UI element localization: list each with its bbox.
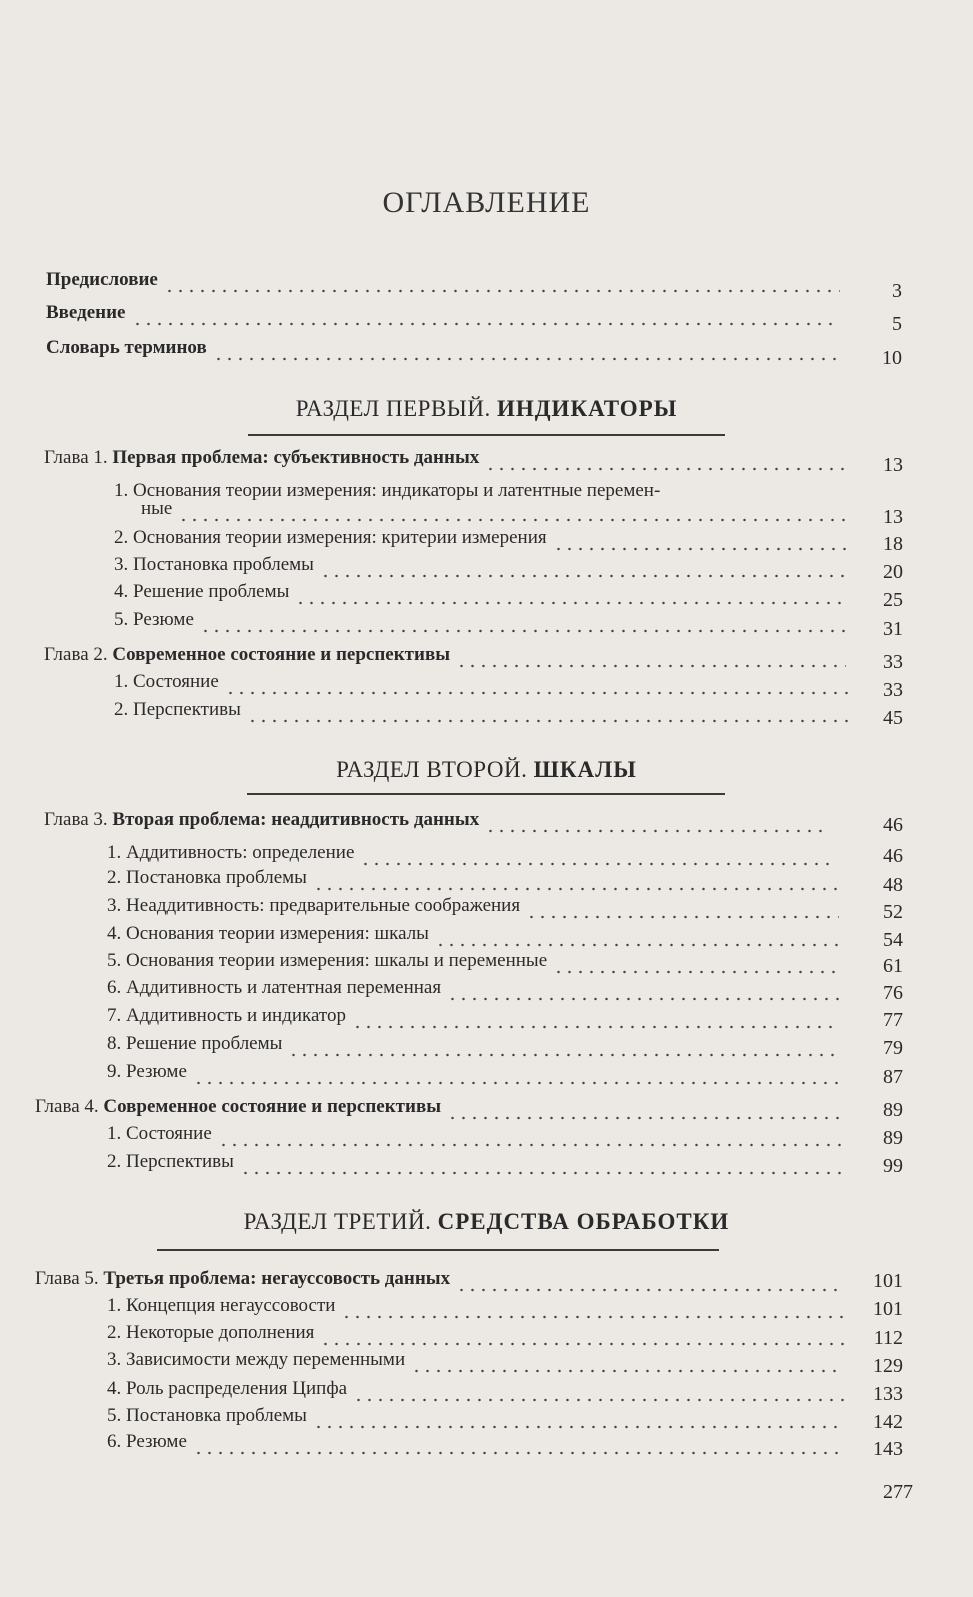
subentry: [107, 1122, 850, 1146]
item-text: Постановка проблемы: [133, 554, 314, 575]
leader-dots: [447, 1115, 844, 1121]
item-text: Решение проблемы: [133, 581, 290, 602]
page-number: 52: [883, 901, 903, 923]
leader-dots: [240, 1170, 844, 1176]
page-number: 48: [883, 874, 903, 896]
subentry: [107, 1294, 850, 1318]
leader-dots: [295, 600, 848, 606]
subentry: [107, 922, 845, 946]
item-text: Постановка проблемы: [126, 867, 307, 888]
page-number: 20: [883, 561, 903, 583]
chapter-title: Вторая проблема: неаддитивность данных: [112, 809, 480, 830]
item-number: 2.: [114, 699, 129, 720]
leader-dots: [288, 1052, 839, 1058]
item-number: 2.: [114, 527, 129, 548]
item-text: Состояние: [126, 1123, 212, 1144]
chapter-prefix: Глава 3.: [44, 809, 108, 830]
item-text: Некоторые дополнения: [126, 1322, 315, 1343]
item-number: 3.: [114, 554, 129, 575]
item-number: 4.: [114, 581, 129, 602]
toc-entry: [46, 268, 846, 292]
page-number: 77: [883, 1009, 903, 1031]
chapter-entry: [44, 446, 852, 470]
subentry: [107, 1321, 850, 1345]
page-number: 13: [883, 506, 903, 528]
toc-entry: [46, 336, 846, 360]
subentry: [114, 608, 854, 632]
leader-dots: [213, 356, 840, 362]
page-number: 87: [883, 1066, 903, 1088]
page-number: 31: [883, 618, 903, 640]
item-text: Резюме: [126, 1061, 187, 1082]
item-number: 2.: [107, 1322, 122, 1343]
subentry: [107, 1150, 850, 1174]
item-text: Перспективы: [126, 1151, 234, 1172]
subentry: [107, 1404, 850, 1428]
page-number: 45: [883, 707, 903, 729]
leader-dots: [353, 1397, 844, 1403]
chapter-title: Современное состояние и перспективы: [103, 1096, 442, 1117]
item-text: Основания теории измерения: индикаторы и латентные перемен-: [133, 480, 661, 501]
chapter-entry: [44, 808, 834, 832]
section-heading: [0, 396, 973, 422]
item-text: Основания теории измерения: шкалы: [126, 923, 429, 944]
item-number: 3.: [107, 1349, 122, 1370]
item-text: ные: [141, 498, 173, 519]
page-number: 33: [883, 651, 903, 673]
leader-dots: [485, 828, 828, 834]
item-number: 9.: [107, 1061, 122, 1082]
subentry: [107, 976, 845, 1000]
item-number: 4.: [107, 1378, 122, 1399]
item-number: 2.: [107, 867, 122, 888]
leader-dots: [456, 1287, 844, 1293]
leader-dots: [193, 1080, 839, 1086]
page-number: 133: [873, 1383, 903, 1405]
section-name: ШКАЛЫ: [533, 757, 637, 782]
chapter-entry: [35, 1095, 850, 1119]
subentry: [107, 1430, 850, 1454]
item-text: Основания теории измерения: шкалы и переменные: [126, 950, 548, 971]
chapter-prefix: Глава 5.: [35, 1268, 99, 1289]
subentry-continuation: [141, 497, 853, 521]
subentry: [107, 1004, 845, 1028]
leader-dots: [320, 573, 848, 579]
item-number: 6.: [107, 1431, 122, 1452]
item-number: 3.: [107, 895, 122, 916]
page-number: 3: [892, 280, 902, 302]
leader-dots: [341, 1314, 844, 1320]
section-prefix: РАЗДЕЛ ТРЕТИЙ.: [243, 1209, 432, 1234]
page-number: 25: [883, 589, 903, 611]
item-text: Постановка проблемы: [126, 1405, 307, 1426]
subentry: [107, 841, 840, 865]
leader-dots: [447, 996, 839, 1002]
leader-dots: [526, 914, 839, 920]
item-text: Роль распределения Ципфа: [126, 1378, 348, 1399]
subentry: [114, 553, 854, 577]
chapter-prefix: Глава 1.: [44, 447, 108, 468]
item-text: Аддитивность и латентная переменная: [126, 977, 442, 998]
entry-label: Словарь терминов: [46, 337, 207, 358]
leader-dots: [553, 969, 839, 975]
chapter-entry: [44, 643, 852, 667]
leader-dots: [132, 321, 841, 327]
item-number: 1.: [114, 480, 129, 501]
page-number: 101: [873, 1270, 903, 1292]
subentry: [107, 894, 845, 918]
leader-dots: [200, 628, 848, 634]
leader-dots: [225, 690, 848, 696]
leader-dots: [411, 1368, 844, 1374]
leader-dots: [218, 1142, 844, 1148]
subentry: [107, 1032, 845, 1056]
item-text: Основания теории измерения: критерии измерения: [133, 527, 547, 548]
leader-dots: [553, 546, 848, 552]
leader-dots: [352, 1024, 839, 1030]
leader-dots: [247, 718, 848, 724]
page-number: 18: [883, 533, 903, 555]
leader-dots: [193, 1450, 844, 1456]
page-number: 10: [882, 347, 902, 369]
item-text: Решение проблемы: [126, 1033, 283, 1054]
chapter-entry: [35, 1267, 850, 1291]
section-name: ИНДИКАТОРЫ: [496, 396, 678, 421]
chapter-title: Третья проблема: негауссовость данных: [103, 1268, 451, 1289]
subentry: [107, 1060, 845, 1084]
leader-dots: [456, 663, 846, 669]
section-name: СРЕДСТВА ОБРАБОТКИ: [437, 1209, 730, 1234]
page-number: 76: [883, 982, 903, 1004]
leader-dots: [313, 886, 839, 892]
page-number: 13: [883, 454, 903, 476]
page-number: 143: [873, 1438, 903, 1460]
item-text: Аддитивность: определение: [126, 842, 355, 863]
item-number: 1.: [114, 671, 129, 692]
page-number: 54: [883, 929, 903, 951]
page-number: 142: [873, 1411, 903, 1433]
item-text: Зависимости между переменными: [126, 1349, 406, 1370]
section-prefix: РАЗДЕЛ ВТОРОЙ.: [336, 757, 528, 782]
item-number: 7.: [107, 1005, 122, 1026]
item-text: Состояние: [133, 671, 219, 692]
item-number: 1.: [107, 1123, 122, 1144]
item-number: 8.: [107, 1033, 122, 1054]
item-number: 2.: [107, 1151, 122, 1172]
item-number: 5.: [107, 1405, 122, 1426]
item-number: 5.: [107, 950, 122, 971]
folio-page-number: 277: [883, 1481, 913, 1503]
chapter-prefix: Глава 2.: [44, 644, 108, 665]
section-rule: [248, 434, 725, 436]
item-number: 1.: [107, 1295, 122, 1316]
page-number: 112: [873, 1327, 903, 1349]
page-number: 61: [883, 955, 903, 977]
section-prefix: РАЗДЕЛ ПЕРВЫЙ.: [295, 396, 491, 421]
page-number: 101: [873, 1298, 903, 1320]
subentry: [107, 866, 845, 890]
subentry: [114, 698, 854, 722]
page-number: 89: [883, 1127, 903, 1149]
page-number: 89: [883, 1099, 903, 1121]
item-text: Неаддитивность: предварительные соображения: [126, 895, 521, 916]
subentry: [107, 949, 845, 973]
page-number: 129: [873, 1355, 903, 1377]
subentry: [114, 526, 854, 550]
toc-entry: [46, 301, 846, 325]
subentry: [114, 580, 854, 604]
leader-dots: [178, 517, 847, 523]
item-text: Концепция негауссовости: [126, 1295, 336, 1316]
section-rule: [157, 1249, 719, 1251]
entry-label: Введение: [46, 302, 126, 323]
item-number: 5.: [114, 609, 129, 630]
leader-dots: [485, 466, 846, 472]
page-number: 46: [883, 814, 903, 836]
leader-dots: [435, 942, 839, 948]
item-number: 4.: [107, 923, 122, 944]
page-number: 5: [892, 313, 902, 335]
chapter-title: Современное состояние и перспективы: [112, 644, 451, 665]
section-rule: [247, 793, 725, 795]
subentry: [114, 670, 854, 694]
leader-dots: [320, 1341, 844, 1347]
item-text: Перспективы: [133, 699, 241, 720]
item-text: Резюме: [133, 609, 194, 630]
page-number: 46: [883, 845, 903, 867]
chapter-prefix: Глава 4.: [35, 1096, 99, 1117]
chapter-title: Первая проблема: субъективность данных: [112, 447, 480, 468]
page-title: ОГЛАВЛЕНИЕ: [382, 186, 591, 219]
page-number: 79: [883, 1037, 903, 1059]
page-number: 99: [883, 1155, 903, 1177]
item-number: 1.: [107, 842, 122, 863]
section-heading: [0, 1209, 973, 1235]
page-number: 33: [883, 679, 903, 701]
item-text: Резюме: [126, 1431, 187, 1452]
leader-dots: [164, 288, 840, 294]
entry-label: Предисловие: [46, 269, 158, 290]
section-heading: [0, 757, 973, 783]
subentry: [107, 1377, 850, 1401]
item-text: Аддитивность и индикатор: [126, 1005, 346, 1026]
subentry: [107, 1348, 850, 1372]
item-number: 6.: [107, 977, 122, 998]
